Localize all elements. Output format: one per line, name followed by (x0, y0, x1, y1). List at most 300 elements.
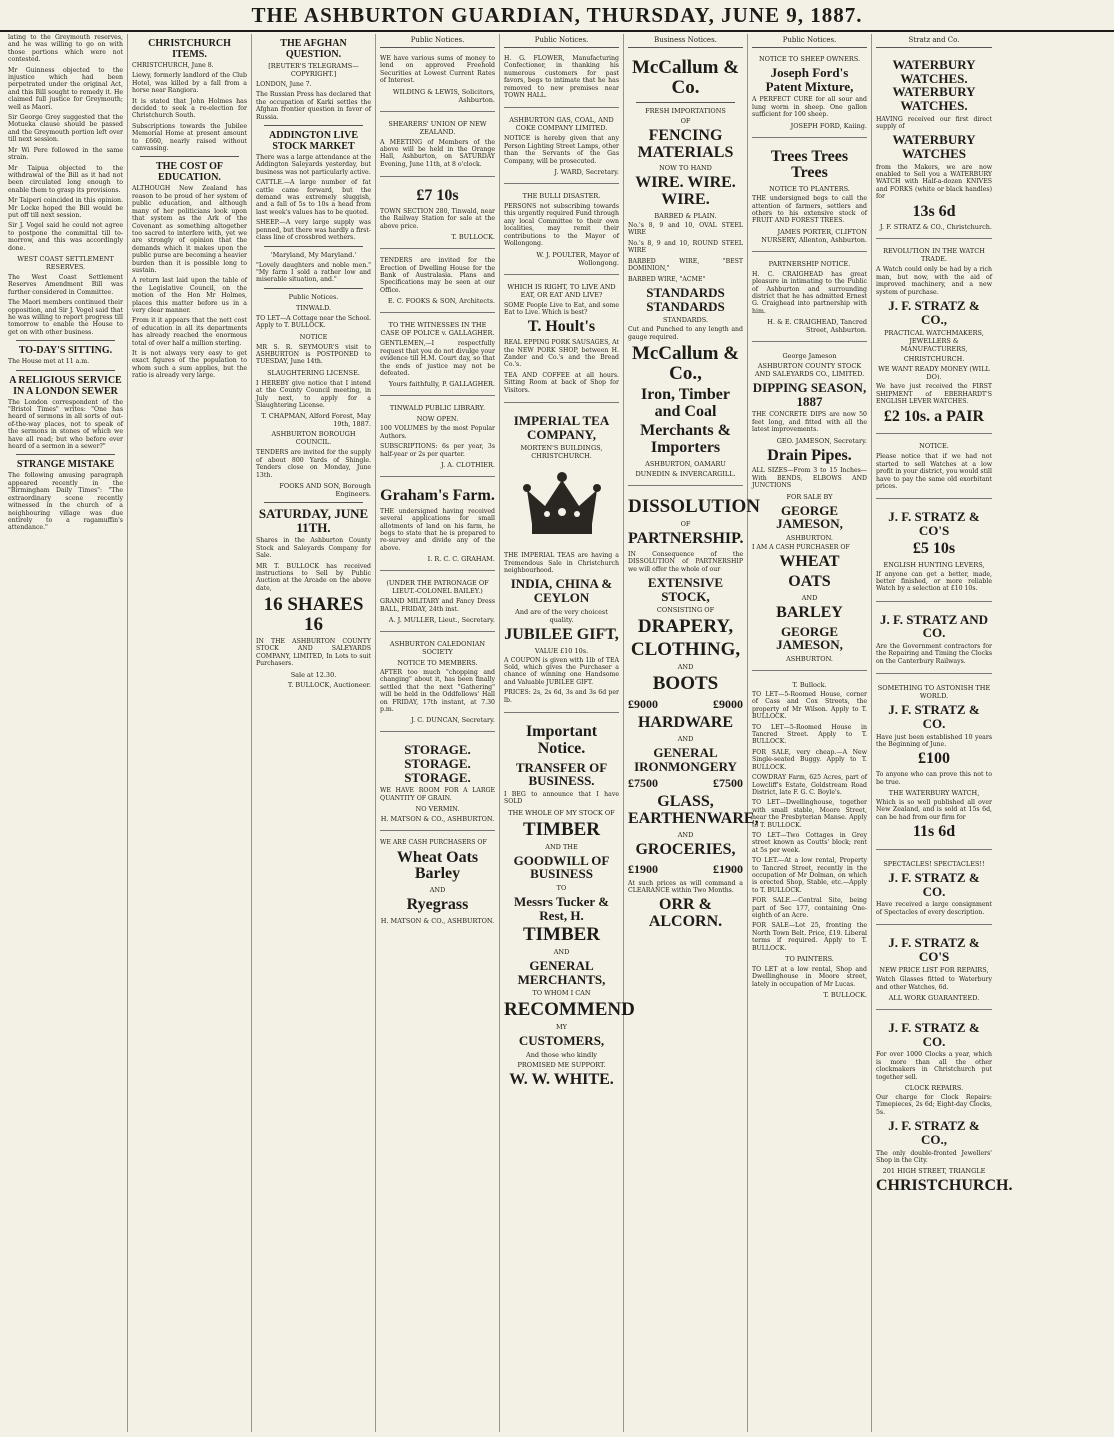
notice-text: GENTLEMEN,—I respectfully request that you do not divulge your evidence till H.M. Court day, so that the ends of justice may not be defeated. (380, 340, 495, 377)
subheading: Public Notices. (288, 292, 339, 301)
signature: T. BULLOCK. (451, 233, 495, 242)
subheading: STANDARDS. (662, 316, 709, 325)
subheading: PRACTICAL WATCHMAKERS, JEWELLERS & MANUFACTURERS, (884, 329, 984, 354)
section-heading: CHRISTCHURCH ITEMS. (148, 38, 231, 60)
article-paragraph: From it it appears that the nett cost of education in all its departments has already reached the enormous total of over half a million sterling. (132, 317, 247, 347)
notice-text: TO LET—Dwellinghouse, together with small stable, Moore Street, near the Presbyterian Manse. Apply to T. BULLOCK. (752, 799, 867, 829)
advert-headline: FENCING MATERIALS (637, 126, 734, 161)
notice-text: TENDERS are invited for the Erection of Dwelling House for the Bank of Australasia. Plans and Specifications may be seen at our Office. (380, 257, 495, 294)
advert-dissolution (628, 490, 760, 939)
subheading: OF (680, 116, 691, 125)
subheading: George Jameson (782, 352, 837, 361)
subheading: MORTEN'S BUILDINGS, CHRISTCHURCH. (520, 444, 603, 461)
price-headline: £2 10s. a PAIR (883, 407, 985, 425)
advert-headline: Drain Pipes. (767, 446, 852, 464)
article-paragraph: The West Coast Settlement Reserves Amendment Bill was further considered in Committee. (8, 273, 123, 296)
notice-text: AFTER too much "chopping and changing" about it, has been finally settled that the next "Gathering" will be held in the Oddfellows' Hall on FRIDAY, 17th instant, at 7.30 p.m. (380, 669, 495, 714)
article-paragraph: Mr Taipua objected to the withdrawal of the Bill as it had not been circulated long enough to enable them to grasp its provisions. (8, 164, 123, 194)
subheading: THE WATERBURY WATCH, (888, 788, 980, 797)
column-header: Business Notices. (628, 34, 743, 48)
notice-text: WE have various sums of money to lend on approved Freehold Securities at Lowest Current Rates of Interest. (380, 55, 495, 85)
subheading: NOTICE TO PLANTERS. (769, 185, 850, 194)
subheading: TO THE WITNESSES IN THE CASE OF POLICE v. GALLAGHER. (380, 321, 495, 338)
article-paragraph: lating to the Greymouth reserves, and he was willing to go on with those portions which were not contested. (8, 34, 123, 64)
subheading: AND (677, 830, 694, 839)
advert-headline: Graham's Farm. (380, 486, 495, 504)
price-value: £9000 (713, 697, 743, 712)
notice-text: GRAND MILITARY and Fancy Dress BALL, FRIDAY, 24th inst. (380, 598, 495, 613)
subheading: TO PAINTERS. (785, 955, 834, 964)
subheading: ASHBURTON GAS, COAL, AND COKE COMPANY LIMITED. (509, 116, 614, 133)
article-paragraph: "Lovely daughters and noble men." "My farm I sold a rather low and miserable situation, and." (256, 261, 371, 284)
column-2 (128, 34, 252, 1432)
column-4 (376, 34, 500, 1432)
notice-text: PERSONS not subscribing towards this urgently required Fund through any local Committee to their own localities, may remit their contributions to the Mayor of Wollongong. (504, 203, 619, 248)
signature: J. A. CLOTHIER. (441, 460, 495, 469)
notice-text: If anyone can get a better, made, better finished, or more reliable Watch by a selection at £10 10s. (876, 570, 992, 593)
price-value: £7500 (713, 776, 743, 791)
advert-military-ball (380, 575, 495, 632)
notice-text: IN Consequence of the DISSOLUTION of PARTNERSHIP we will offer the whole of our (628, 550, 743, 573)
subheading: ASHBURTON, OAMARU (645, 460, 726, 469)
notice-text: I HEREBY give notice that I intend at the County Council meeting, in July next, to apply for a Slaughtering License. (256, 379, 371, 409)
advert-headline: TRANSFER OF BUSINESS. (515, 759, 608, 789)
subheading: AND (553, 948, 570, 957)
subheading: AND (677, 663, 694, 672)
subheading: WHICH IS RIGHT, TO LIVE AND EAT, OR EAT AND LIVE? (507, 282, 616, 299)
article-paragraph: Mr Guinness objected to the injustice which had been perpetrated under the original Act, and this Bill sought to remedy it. He claimed full justice for Greymouth; well as Maori. (8, 66, 123, 111)
subheading: AND (677, 734, 694, 743)
advert-grahams-farm (380, 481, 495, 571)
crown-icon-wrap (504, 466, 619, 546)
subheading: AND (801, 593, 818, 602)
notice-text: Cut and Punched to any length and gauge required. (628, 326, 743, 341)
subheading: NOTICE (299, 332, 328, 341)
advert-headline: STANDARDS STANDARDS (646, 284, 725, 314)
notice-text: THE IMPERIAL TEAS are having a Tremendous Sale in Christchurch neighbourhood. (504, 552, 619, 575)
advert-library (380, 400, 495, 477)
advert-headline: Messrs Tucker & Rest, H. (513, 893, 610, 923)
subheading: TO (556, 883, 567, 892)
signature: J. F. STRATZ & CO., Christchurch. (879, 223, 992, 232)
notice-text: Shares in the Ashburton County Stock and Saleyards Company for Sale. (256, 537, 371, 560)
divider (264, 288, 363, 289)
column-header: Public Notices. (380, 34, 495, 48)
subheading: FRESH IMPORTATIONS (645, 106, 726, 115)
article-paragraph: ALTHOUGH New Zealand has reason to be proud of her system of public education, and although many of her politicians look upon that system as the Ark of the Covenant as something altogether too sacred to interfere with, yet we are strongly of opinion that the demands which it makes upon the public purse are becoming a heavier burden than it is possible long to sustain. (132, 185, 247, 274)
advert-headline: HARDWARE (637, 714, 734, 732)
article-paragraph: Sir George Grey suggested that the Motueka clause should be passed and the Greymouth portion left over till next session. (8, 114, 123, 144)
advert-headline: INDIA, CHINA & CEYLON (510, 576, 613, 606)
advert-headline: GEORGE JAMESON, (776, 623, 843, 653)
advert-waterbury (876, 51, 992, 239)
column-7 (748, 34, 872, 1432)
column-6 (624, 34, 760, 1432)
notice-text: REAL EPPING PORK SAUSAGES, At the NEW PORK SHOP, between H. Zander and Co.'s and the Bread Co.'s. (504, 339, 619, 369)
advert-partnership (752, 256, 867, 342)
signature: I. R. C. C. GRAHAM. (427, 555, 495, 564)
signature: WILDING & LEWIS, Solicitors, Ashburton. (392, 87, 495, 104)
notice-text: from the Makers, we are now enabled to Sell you a WATERBURY WATCH with Half-a-dozen KNIVES and FORKS (white or black handles) for (876, 163, 992, 201)
notice-text: I AM A CASH PURCHASER OF (752, 543, 850, 551)
notice-text: PRICES: 2s, 2s 6d, 3s and 3s 6d per lb. (504, 689, 619, 704)
advert-headline: CUSTOMERS, (518, 1033, 605, 1049)
subheading: ASHBURTON CALEDONIAN SOCIETY (389, 640, 486, 656)
notice-text: No.'s 8, 9 and 10, ROUND STEEL WIRE (628, 239, 743, 255)
signature: GEO. JAMESON, Secretary. (776, 436, 867, 445)
advert-hunting-levers (876, 503, 992, 601)
article-paragraph: Sir J. Vogel said he could not agree to postpone the committal till to-morrow, and this was accordingly done. (8, 222, 123, 252)
subheading: PARTNERSHIP NOTICE. (768, 259, 851, 268)
section-heading: ADDINGTON LIVE STOCK MARKET (269, 130, 358, 153)
article-paragraph: It is not always very easy to get exact figures of the population to whom such a sum applies, but the ratio is already very large. (132, 350, 247, 380)
signature: FOOKS AND SON, Borough Engineers. (279, 482, 371, 498)
notice-text: ALL SIZES—From 3 to 15 Inches—With BENDS, ELBOWS AND JUNCTIONS (752, 467, 867, 490)
advert-sheep-owners (752, 51, 867, 138)
notice-text: THE undersigned having received several applications for small allotments of land on his farm, he begs to state that he is prepared to re-survey and divide any of the above. (380, 507, 495, 552)
advert-headline: J. F. STRATZ & CO'S (888, 935, 980, 964)
signature: H. & E. CRAIGHEAD, Tancred Street, Ashburton. (767, 318, 867, 335)
section-heading: THE AFGHAN QUESTION. (280, 38, 347, 60)
notice-text: SOME People Live to Eat, and some Eat to Live. Which is best? (504, 301, 619, 316)
signature: T. BULLOCK. (823, 991, 867, 1000)
signature: E. C. FOOKS & SON, Architects. (387, 297, 495, 306)
advert-hoults (504, 279, 619, 403)
article-paragraph: There was a large attendance at the Addington Saleyards yesterday, but business was not particularly active. (256, 154, 371, 176)
advert-shearers (380, 116, 495, 178)
notice-text: FOR SALE—Lot 25, fronting the North Town Belt. Price, £19. Liberal terms if required. Apply to T. BULLOCK. (752, 922, 867, 952)
signature: J. C. DUNCAN, Secretary. (411, 716, 495, 725)
price-headline: 11s 6d (912, 823, 956, 841)
advert-bulli-disaster (504, 188, 619, 274)
divider (264, 125, 363, 126)
advert-revolution (876, 243, 992, 434)
notice-text: BARBED WIRE, "ACME" (628, 275, 706, 283)
advert-section (380, 181, 495, 249)
advert-headline: J. F. STRATZ & CO. (888, 1020, 980, 1049)
price-headline: 13s 6d (912, 202, 956, 220)
auction-shares: 16 SHARES 16 (263, 594, 364, 636)
advert-headline: STORAGE. STORAGE. STORAGE. (404, 742, 471, 785)
article-paragraph: Mr Taiperi coincided in this opinion. Mr Locke hoped the Bill would be put off till next session. (8, 197, 123, 219)
article-paragraph: LONDON, June 7. (256, 81, 312, 88)
notice-text: TO LET—A Cottage near the School. Apply to T. BULLOCK. (256, 314, 371, 330)
advert-headline: Wheat Oats Barley (396, 848, 479, 883)
notice-text: TENDERS are invited for the supply of about 800 Yards of Shingle. Tenders close on Monday, June 13th. (256, 449, 371, 479)
notice-text: No.'s 8, 9 and 10, OVAL STEEL WIRE (628, 222, 743, 237)
notice-text: We have just received the FIRST SHIPMENT of EBERHARDT'S ENGLISH LEVER WATCHES. (876, 383, 992, 406)
notice-text: TO LET.—At a low rental, Property to Tancred Street, recently in the occupation of Mr Dolman, on which is erected Shop, Stable, etc.—Apply to T. BULLOCK. (752, 857, 867, 894)
notice-text: Watch Glasses fitted to Waterbury and other Watches, 6d. (876, 976, 992, 991)
notice-text: H. G. FLOWER, Manufacturing Confectioner, in thanking his numerous customers for past favors, begs to intimate that he has removed to new premises near TOWN HALL. (504, 55, 619, 100)
subheading: SLAUGHTERING LICENSE. (267, 368, 360, 377)
subheading: TINWALD PUBLIC LIBRARY. (389, 404, 486, 413)
advert-headline: GOODWILL OF BUSINESS (513, 852, 610, 882)
sale-time: Sale at 12.30. (290, 670, 337, 679)
signature: JOSEPH FORD, Kaiing. (790, 121, 867, 130)
article-paragraph: CHRISTCHURCH, June 8. (132, 62, 214, 69)
subheading: NOTICE TO SHEEP OWNERS. (758, 55, 861, 63)
notice-text: HAVING received our first direct supply of (876, 115, 992, 130)
subheading: WEST COAST SETTLEMENT RESERVES. (17, 254, 114, 271)
advert-headline: J. F. STRATZ AND CO. (880, 611, 988, 641)
notice-text: A Watch could only be had by a rich man, but now, with the aid of improved machinery, and a new system of purchase. (876, 266, 992, 296)
notice-text: TOWN SECTION 280, Tinwald, near the Railway Station for sale at the above price. (380, 208, 495, 230)
advert-headline: Joseph Ford's Patent Mixture, (765, 65, 854, 94)
advert-gas-company (504, 112, 619, 184)
column-header: Public Notices. (752, 34, 867, 48)
price-value: £7500 (628, 776, 658, 791)
advert-headline: McCallum & Co. (631, 57, 740, 98)
advert-headline: DISSOLUTION (628, 496, 760, 518)
article-paragraph: SHEEP.—A very large supply was penned, but there was hardly a first-class line of crossbred wethers. (256, 219, 371, 242)
subheading: And are of the very choicest quality. (515, 607, 608, 624)
subheading: WE WANT READY MONEY (WILL DO). (878, 365, 990, 382)
price-value: £1900 (628, 861, 658, 876)
notice-text: THE undersigned begs to call the attention of farmers, settlers and others to his extensive stock of FRUIT AND FOREST TREES. (752, 195, 867, 225)
signature: J. WARD, Secretary. (554, 168, 619, 177)
advert-headline: GENERAL MERCHANTS, (517, 958, 606, 987)
subheading: CLOCK REPAIRS. (904, 1084, 964, 1093)
advert-headline: TIMBER (522, 924, 601, 946)
subheading: NEW PRICE LIST FOR REPAIRS, (879, 966, 989, 975)
advert-headline: J. F. STRATZ & CO., (888, 1118, 980, 1147)
subheading: SHEARERS' UNION OF NEW ZEALAND. (388, 119, 487, 136)
advert-spectacles (876, 854, 992, 925)
masthead (0, 0, 1114, 32)
subheading: (UNDER THE PATRONAGE OF LIEUT.-COLONEL BAILEY.) (386, 579, 489, 596)
article-paragraph: Subscriptions towards the Jubilee Memorial Home at present amount to £660, nearly raised without canvassing. (132, 122, 247, 153)
subheading: SOMETHING TO ASTONISH THE WORLD. (877, 684, 991, 701)
subheading: ASHBURTON. (786, 655, 833, 664)
notice-text: A MEETING of Members of the above will be held in the Orange Hall, Ashburton, on SATURDAY Evening, June 11th, at 8 o'clock. (380, 138, 495, 168)
article-paragraph: The London correspondent of the "Bristol Times" writes: "One has heard of sermons in all sorts of out-of-the-way places, not to speak of the sermons in stones of which we have all read; but who before ever heard of a sermon in a sewer?" (8, 398, 123, 451)
subheading: TINWALD. (295, 303, 331, 312)
advert-trees (752, 142, 867, 252)
subheading: DUNEDIN & INVERCARGILL. (635, 470, 736, 479)
advert-headline: DRAPERY, (637, 616, 734, 638)
divider (636, 102, 735, 103)
crown-icon (517, 466, 607, 546)
advert-storage (380, 736, 495, 831)
article-paragraph: Mr Wi Pere followed in the same strain. (8, 146, 123, 162)
advert-headline: CLOTHING, (630, 639, 741, 661)
signature: H. MATSON & CO., ASHBURTON. (380, 916, 495, 925)
notice-text: COWDRAY Farm, 625 Acres, part of Lowcliff's Estate, Goldstream Road District, late F. G. C. Boyle's. (752, 774, 867, 796)
advert-repairs (876, 929, 992, 1010)
advert-signature: W. W. WHITE. (509, 1070, 614, 1088)
notice-text: MR T. BULLOCK has received instructions to Sell by Public Auction at the Arcade on the above date, (256, 562, 371, 592)
advert-headline: GENERAL IRONMONGERY (634, 744, 737, 774)
advert-headline: J. F. STRATZ & CO'S (888, 509, 980, 539)
advert-imperial-tea (504, 407, 619, 713)
notice-text: TO LET at a low rental, Shop and Dwellinghouse in Moore street, lately in occupation of Mr Lucas. (752, 966, 867, 988)
divider (16, 454, 115, 455)
signature: JAMES PORTER, CLIFTON NURSERY, Allenton, Ashburton. (761, 227, 867, 244)
advert-headline: Ryegrass (406, 896, 469, 914)
notice-text: Have just been established 10 years the Beginning of June. (876, 733, 992, 748)
notice-text: WE HAVE ROOM FOR A LARGE QUANTITY OF GRAIN. (380, 787, 495, 802)
notice-text: MR S. R. SEYMOUR'S visit to ASHBURTON is POSTPONED to TUESDAY, June 14th. (256, 343, 371, 366)
notice-text: WE ARE CASH PURCHASERS OF (380, 839, 487, 847)
advert-headline: WHEAT (779, 553, 840, 571)
subheading: MY (556, 1023, 567, 1032)
advert-cash-purchasers (380, 835, 495, 932)
newspaper-columns (4, 34, 1110, 1432)
subheading: VALUE £10 10s. (534, 646, 589, 655)
advert-headline: WATERBURY WATCHES (892, 132, 976, 162)
price-headline: £5 10s (912, 539, 956, 557)
advert-headline: J. F. STRATZ & CO. (888, 869, 980, 899)
article-paragraph: A return last laid upon the table of the Legislative Council, on the motion of the Hon Mr Holmes, places this matter before us in a very clear manner. (132, 277, 247, 314)
advert-headline: DIPPING SEASON, 1887 (752, 380, 867, 409)
divider (140, 156, 239, 157)
advert-headline: CHRISTCHURCH. (876, 1177, 1013, 1195)
advert-headline: GLASS, EARTHENWARE, (628, 793, 759, 827)
advert-clocks (876, 1014, 1013, 1203)
advert-headline: WATERBURY WATCHES. WATERBURY WATCHES. (892, 57, 976, 113)
subheading: THE BULLI DISASTER. (522, 192, 601, 201)
signature: W. J. POULTER, Mayor of Wollongong. (536, 250, 619, 267)
section-heading: TO-DAY'S SITTING. (18, 345, 113, 357)
subheading: ASHBURTON BOROUGH COUNCIL. (271, 430, 356, 447)
subheading: OF (680, 520, 691, 528)
advert-headline: J. F. STRATZ & CO. (888, 702, 980, 731)
divider (16, 340, 115, 341)
subheading: AND (429, 886, 446, 895)
signature: T. BULLOCK, Auctioneer. (287, 680, 371, 689)
subheading: ALL WORK GUARANTEED. (888, 994, 980, 1003)
notice-text: Have received a large consignment of Spectacles of every description. (876, 901, 992, 916)
notice-text: FOR SALE, very cheap.—A New Single-seated Buggy. Apply to T. BULLOCK. (752, 748, 867, 771)
subheading: NO VERMIN. (415, 805, 460, 814)
notice-text: I BEG to announce that I have SOLD (504, 790, 619, 806)
advert-headline: Trees Trees Trees (770, 147, 849, 182)
divider (264, 246, 363, 247)
article-paragraph: Liewy, formerly landlord of the Club Hotel, was killed by a fall from a horse near Rangiora. (132, 72, 247, 95)
subheading: ENGLISH HUNTING LEVERS, (883, 560, 985, 569)
notice-text: 100 VOLUMES by the most Popular Authors. (380, 425, 495, 440)
price-headline: £7 10s (416, 187, 459, 205)
notice-text: TO LET—Two Cottages in Grey street known as Coutts' block; rent at 5s per week. (752, 831, 867, 854)
advert-headline: PARTNERSHIP. (628, 530, 744, 547)
price-row (628, 776, 743, 791)
article-paragraph: The House met at 11 a.m. (8, 358, 90, 366)
advert-headline: J. F. STRATZ & CO., (888, 298, 980, 327)
price-row (628, 697, 743, 712)
divider (264, 502, 363, 503)
advert-headline: BARLEY (776, 603, 843, 621)
notice-text: BARBED WIRE, "BEST DOMINION," (628, 257, 743, 273)
article-paragraph: The Maori members continued their opposition, and Sir J. Vogel said that he was willing to report progress till tomorrow to enable the House to get on with other business. (8, 299, 123, 336)
price-value: £1900 (713, 861, 743, 876)
notice-text: FOR SALE.—Central Site, being part of Sec 177, containing One-eighth of an Acre. (752, 897, 867, 919)
subheading: NOTICE TO MEMBERS. (397, 659, 478, 667)
advert-headline: GROCERIES, (635, 840, 736, 858)
notice-text: A PERFECT CURE for all sour and lung worm in sheep. One gallon sufficient for 100 sheep. (752, 96, 867, 119)
column-5 (500, 34, 635, 1432)
notice-text: THE CONCRETE DIPS are now 50 feet long, and fitted with all the latest improvements. (752, 411, 867, 434)
advert-headline: RECOMMEND (504, 999, 635, 1021)
notice-text: Which is so well published all over New Zealand, and is sold at 15s 6d, can be had from our firm for (876, 798, 992, 821)
subheading: TO WHOM I CAN (532, 989, 591, 998)
notice-text: TO LET—5-Roomed House in Tancred Street. Apply to T. BULLOCK. (752, 723, 867, 746)
column-header: Stratz and Co. (876, 34, 992, 48)
section-heading: A RELIGIOUS SERVICE IN A LONDON SEWER (9, 374, 122, 397)
advert-witnesses (380, 317, 495, 396)
subheading: NOTICE. (919, 442, 949, 451)
advert-notice (876, 438, 992, 499)
notice-text: For over 1000 Clocks a year, which is more than all the other clockmakers in Christchurch put together sell. (876, 1051, 992, 1081)
signature: Yours faithfully, P. GALLAGHER. (388, 380, 495, 389)
subheading: BARBED & PLAIN. (654, 212, 717, 221)
column-header: Public Notices. (504, 34, 619, 48)
notice-text: NOTICE is hereby given that any Person Lighting Street Lamps, other than the Servants of the Gas Company, will be prosecuted. (504, 135, 619, 165)
column-8 (872, 34, 1013, 1432)
subheading: REVOLUTION IN THE WATCH TRADE. (883, 247, 985, 264)
subheading: ASHBURTON COUNTY STOCK AND SALEYARDS CO., LIMITED. (754, 362, 865, 379)
article-paragraph: The Russian Press has declared that the occupation of Karki settles the Afghan frontier question in favor of Russia. (256, 91, 371, 121)
subheading: And those who kindly (526, 1050, 597, 1059)
advert-headline: OATS (788, 573, 831, 591)
advert-headline: Important Notice. (525, 722, 598, 757)
advert-confectioner (504, 51, 619, 108)
notice-text: H. C. CRAIGHEAD has great pleasure in intimating to the Public of Ashburton and surrounding district that he has admitted Ernest G. Craighead into partnership with him. (752, 270, 867, 315)
price-value: £9000 (628, 697, 658, 712)
auction-date: SATURDAY, JUNE 11TH. (258, 506, 369, 535)
subheading: NOW OPEN. (416, 415, 459, 424)
subheading: [REUTER'S TELEGRAMS—COPYRIGHT.] (268, 62, 359, 78)
advert-bullock (752, 675, 867, 1006)
advert-headline: GEORGE JAMESON, (776, 502, 843, 532)
subheading: CONSISTING OF (656, 606, 715, 615)
advert-mccallum-fencing (628, 51, 743, 486)
subheading: AND THE (545, 842, 578, 851)
subheading: ASHBURTON. (786, 533, 833, 542)
notice-text: TEA AND COFFEE at all hours. Sitting Room at back of Shop for Visitors. (504, 371, 619, 394)
notice-text: A COUPON is given with 1lb of TEA Sold, which gives the Purchaser a chance of winning one Handsome and Valuable JUBILEE GIFT. (504, 656, 619, 686)
advert-signature: ORR & ALCORN. (648, 896, 723, 931)
notice-text: Are the Government contractors for the Repairing and Timing the Clocks on the Canterbury Railways. (876, 643, 992, 665)
notice-text: SUBSCRIPTIONS: 6s per year, 3s half-year or 2s per quarter. (380, 443, 495, 458)
article-paragraph: It is stated that John Holmes has decided to seek a re-election for Christchurch South. (132, 97, 247, 120)
advert-contractors (876, 606, 992, 675)
advert-headline: TIMBER (522, 818, 601, 840)
subheading: CHRISTCHURCH. (903, 355, 965, 364)
advert-jameson (752, 346, 867, 671)
advert-headline: WIRE. WIRE. WIRE. (635, 174, 736, 209)
notice-text: The only double-fronted Jewellers' Shop in the City. (876, 1149, 992, 1164)
signature: T. CHAPMAN, Alford Forest, May 19th, 1887. (261, 412, 371, 429)
advert-caledonian (380, 636, 495, 732)
notice-text: At such prices as will command a CLEARANCE within Two Months. (628, 879, 743, 894)
section-heading: THE COST OF EDUCATION. (155, 161, 224, 184)
subheading: 201 HIGH STREET, TRIANGLE (882, 1167, 986, 1176)
column-1 (4, 34, 128, 1432)
subheading: THE WHOLE OF MY STOCK OF (508, 808, 615, 817)
subheading: PROMISED ME SUPPORT. (517, 1060, 606, 1069)
signature: A. J. MULLER, Lieut., Secretary. (388, 616, 495, 624)
signature: H. MATSON & CO., ASHBURTON. (380, 815, 495, 824)
notice-text: Our charge for Clock Repairs: Timepieces, 2s 6d; Eight-day Clocks, 5s. (876, 1094, 992, 1116)
notice-text: TO LET—5-Roomed House, corner of Cass and Cox Streets, the property of Mr Wilson. Apply to T. BULLOCK. (752, 691, 867, 721)
advert-headline: T. Hoult's (527, 318, 596, 336)
notice-text: IN THE ASHBURTON COUNTY STOCK AND SALEYARDS COMPANY, LIMITED, In Lots to suit Purchasers. (256, 638, 371, 668)
advert-loans (380, 51, 495, 112)
advert-headline: JUBILEE GIFT, (504, 625, 619, 643)
advert-transfer-of-business (504, 717, 635, 1097)
notice-text: Please notice that if we had not started to sell Watches at a low profit in your district, you would still have to pay the same old exorbitant prices. (876, 453, 992, 491)
